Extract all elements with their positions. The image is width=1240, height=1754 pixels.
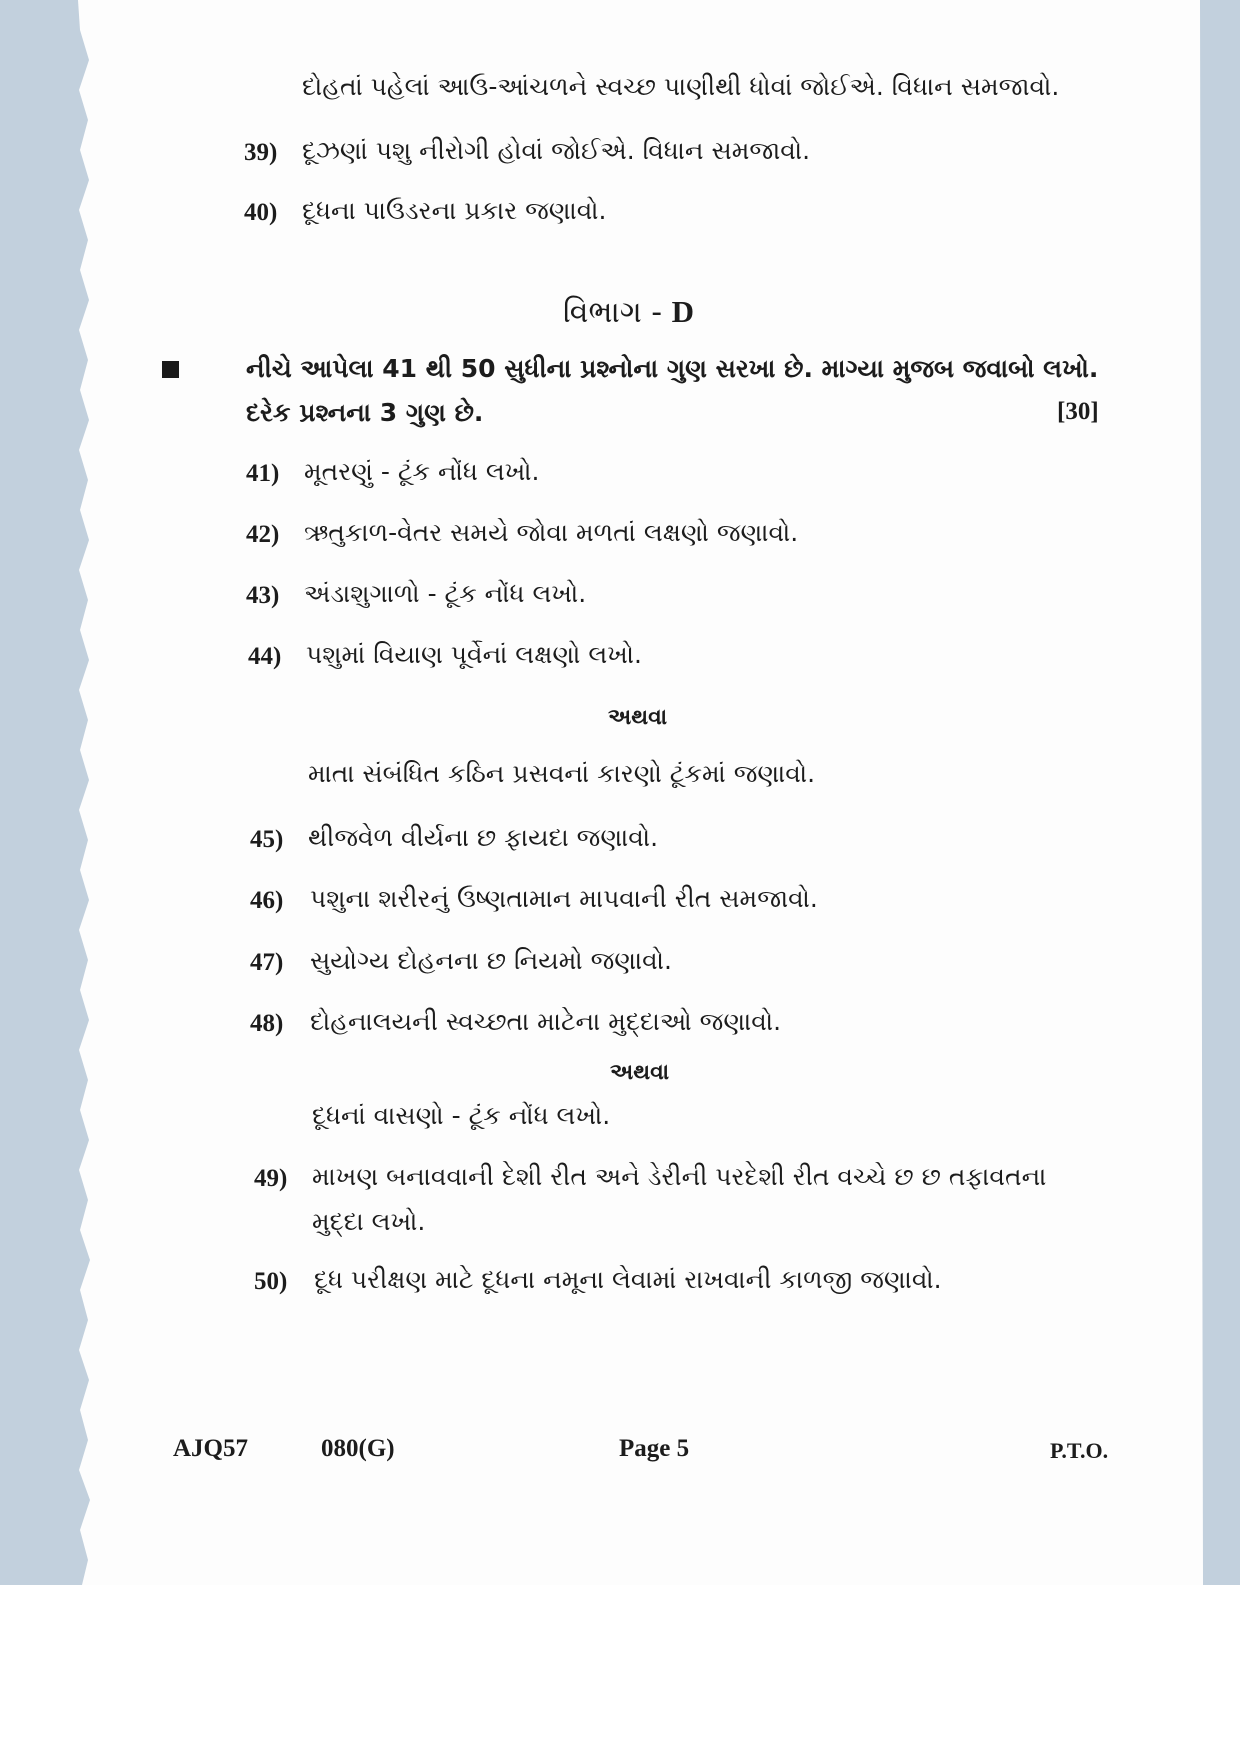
section-heading	[563, 292, 694, 333]
question-text: દૂઝણાં પશુ નીરોગી હોવાં જોઈએ. વિધાન સમજાવો.	[302, 136, 811, 165]
footer-page: Page 5	[619, 1435, 690, 1462]
question-number: 39)	[244, 139, 278, 166]
question-text: ઋતુકાળ-વેતર સમયે જોવા મળતાં લક્ષણો જણાવો.	[304, 518, 799, 547]
question-text: પશુના શરીરનું ઉષ્ણતામાન માપવાની રીત સમજાવો.	[310, 884, 818, 913]
question-number: 41)	[246, 460, 280, 487]
question-number: 42)	[246, 521, 280, 548]
question-text: માખણ બનાવવાની દેશી રીત અને ડેરીની પરદેશી રીત વચ્ચે છ છ તફાવતના	[312, 1162, 1047, 1191]
footer-code: AJQ57	[173, 1435, 248, 1462]
question-text: દોહનાલયની સ્વચ્છતા માટેના મુદ્દાઓ જણાવો.	[310, 1007, 782, 1036]
footer-paper: 080(G)	[321, 1435, 395, 1462]
footer-pto: P.T.O.	[1050, 1438, 1109, 1463]
question-text: મૂતરણું - ટૂંક નોંધ લખો.	[304, 457, 540, 486]
question-text: દૂધના પાઉડરના પ્રકાર જણાવો.	[302, 196, 607, 225]
question-text-continued: મુદ્દા લખો.	[312, 1207, 426, 1236]
instruction-line-1: નીચે આપેલા 41 થી 50 સુધીના પ્રશ્નોના ગુણ સરખા છે. માગ્યા મુજબ જવાબો લખો.	[246, 354, 1099, 383]
alternate-question-text: દૂધનાં વાસણો - ટૂંક નોંધ લખો.	[312, 1101, 611, 1130]
question-number: 47)	[250, 949, 284, 976]
or-label: અથવા	[608, 705, 668, 730]
question-number: 49)	[254, 1165, 288, 1192]
question-number: 50)	[254, 1268, 288, 1295]
section-letter: D	[671, 294, 695, 329]
question-number: 46)	[250, 887, 284, 914]
question-number: 43)	[246, 582, 280, 609]
question-number: 48)	[250, 1010, 284, 1037]
section-title: વિભાગ -	[563, 295, 663, 330]
question-text: સુયોગ્ય દોહનના છ નિયમો જણાવો.	[310, 946, 672, 975]
alternate-question-text: માતા સંબંધિત કઠિન પ્રસવનાં કારણો ટૂંકમાં જણાવો.	[308, 759, 816, 788]
total-marks: [30]	[1057, 398, 1099, 425]
question-number: 40)	[244, 199, 278, 226]
question-number: 44)	[248, 643, 282, 670]
question-number: 45)	[250, 826, 284, 853]
question-text: અંડાશુગાળો - ટૂંક નોંધ લખો.	[304, 579, 587, 608]
question-text: પશુમાં વિયાણ પૂર્વેનાં લક્ષણો લખો.	[306, 640, 642, 669]
question-text: થીજવેળ વીર્યના છ ફાયદા જણાવો.	[308, 823, 659, 852]
instruction-line-2: દરેક પ્રશ્નના 3 ગુણ છે.	[246, 398, 484, 427]
or-label: અથવા	[610, 1060, 670, 1085]
bullet-square-icon	[162, 361, 179, 378]
intro-line: દોહતાં પહેલાં આઉ-આંચળને સ્વચ્છ પાણીથી ધોવાં જોઈએ. વિધાન સમજાવો.	[302, 72, 1060, 101]
question-text: દૂધ પરીક્ષણ માટે દૂધના નમૂના લેવામાં રાખવાની કાળજી જણાવો.	[314, 1265, 942, 1294]
